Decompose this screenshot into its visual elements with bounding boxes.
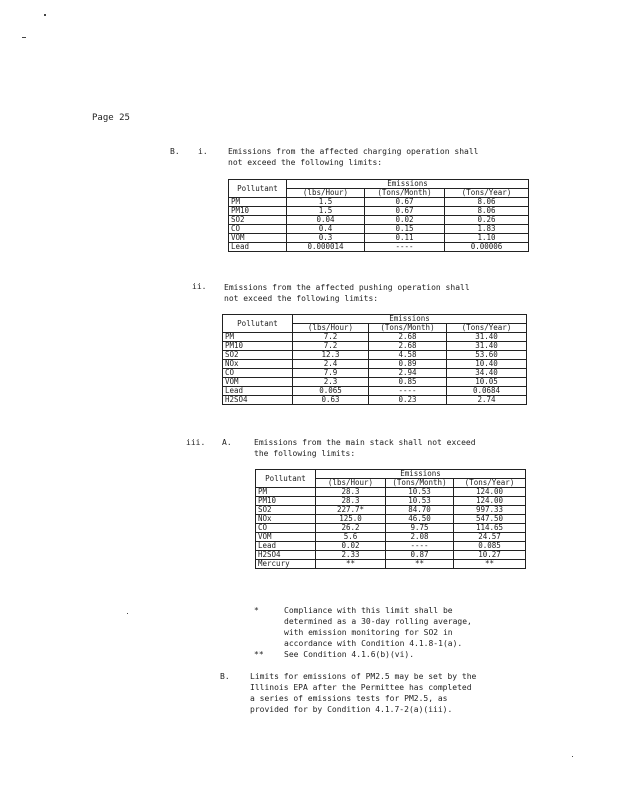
value-cell: 2.33	[316, 551, 386, 560]
value-cell: 46.50	[386, 515, 454, 524]
footnote-1-text	[284, 605, 472, 649]
value-cell: 10.40	[447, 360, 527, 369]
value-cell: 28.3	[316, 488, 386, 497]
value-cell: ----	[386, 542, 454, 551]
value-cell: 0.85	[369, 378, 447, 387]
scan-speck	[572, 756, 573, 757]
value-cell: 2.74	[447, 396, 527, 405]
pollutant-header: Pollutant	[223, 315, 293, 333]
pollutant-cell: Lead	[223, 387, 293, 396]
value-cell: **	[386, 560, 454, 569]
value-cell: 0.87	[386, 551, 454, 560]
value-cell: 1.83	[445, 225, 529, 234]
value-cell: 0.085	[454, 542, 526, 551]
col-tons-month: (Tons/Month)	[369, 324, 447, 333]
table-row	[223, 333, 527, 342]
item-i-text	[228, 146, 478, 168]
item-ii-label: ii.	[192, 282, 207, 291]
table-row	[229, 216, 529, 225]
footnote-1-line3: with emission monitoring for SO2 in	[284, 628, 453, 637]
page-header: Page 25	[92, 113, 130, 123]
item-ii-text-line1: Emissions from the affected pushing operation shall	[224, 283, 470, 292]
value-cell: 7.2	[293, 333, 369, 342]
value-cell: 0.04	[287, 216, 365, 225]
pollutant-cell: Mercury	[256, 560, 316, 569]
table-row	[256, 551, 526, 560]
pollutant-cell: CO	[256, 524, 316, 533]
table-row	[256, 533, 526, 542]
scan-speck	[127, 613, 128, 614]
pollutant-cell: VOM	[256, 533, 316, 542]
value-cell: 34.40	[447, 369, 527, 378]
pollutant-cell: PM10	[223, 342, 293, 351]
pollutant-cell: VOM	[223, 378, 293, 387]
value-cell: 26.2	[316, 524, 386, 533]
value-cell: 84.70	[386, 506, 454, 515]
value-cell: 10.53	[386, 497, 454, 506]
pollutant-cell: CO	[229, 225, 287, 234]
value-cell: 1.5	[287, 207, 365, 216]
value-cell: 2.4	[293, 360, 369, 369]
value-cell: 7.9	[293, 369, 369, 378]
pollutant-cell: Lead	[256, 542, 316, 551]
item-iii-a-text-line2: the following limits:	[254, 449, 356, 458]
table-main-stack-limits	[255, 469, 526, 569]
pollutant-header: Pollutant	[229, 180, 287, 198]
table-row	[223, 378, 527, 387]
value-cell: 547.50	[454, 515, 526, 524]
value-cell: 0.15	[365, 225, 445, 234]
footnote-2-text: See Condition 4.1.6(b)(vi).	[284, 650, 415, 659]
table-charging-limits	[228, 179, 529, 252]
item-iii-b-line2: Illinois EPA after the Permittee has completed	[250, 683, 472, 692]
table-row	[256, 506, 526, 515]
value-cell: 2.68	[369, 342, 447, 351]
item-i-text-line2: not exceed the following limits:	[228, 158, 383, 167]
emissions-header: Emissions	[287, 180, 529, 189]
table-row	[256, 524, 526, 533]
col-lbs-hour: (lbs/Hour)	[287, 189, 365, 198]
table-row	[256, 515, 526, 524]
pollutant-cell: NOx	[223, 360, 293, 369]
value-cell: 0.26	[445, 216, 529, 225]
item-iii-b-line3: a series of emissions tests for PM2.5, as	[250, 694, 448, 703]
pollutant-cell: SO2	[223, 351, 293, 360]
table-row	[256, 488, 526, 497]
value-cell: 10.27	[454, 551, 526, 560]
item-iii-a-text-line1: Emissions from the main stack shall not exceed	[254, 438, 476, 447]
table-pushing-limits	[222, 314, 527, 405]
value-cell: 8.06	[445, 207, 529, 216]
value-cell: 0.4	[287, 225, 365, 234]
table-row	[229, 207, 529, 216]
value-cell: 124.00	[454, 497, 526, 506]
scan-speck	[22, 37, 26, 38]
value-cell: **	[316, 560, 386, 569]
col-lbs-hour: (lbs/Hour)	[293, 324, 369, 333]
pollutant-cell: Lead	[229, 243, 287, 252]
value-cell: 53.60	[447, 351, 527, 360]
item-iii-b-line4: provided for by Condition 4.1.7-2(a)(iii).	[250, 705, 453, 714]
value-cell: 0.02	[365, 216, 445, 225]
emissions-header: Emissions	[316, 470, 526, 479]
item-i-text-line1: Emissions from the affected charging operation shall	[228, 147, 479, 156]
col-lbs-hour: (lbs/Hour)	[316, 479, 386, 488]
value-cell: 2.94	[369, 369, 447, 378]
value-cell: 31.40	[447, 342, 527, 351]
value-cell: ----	[369, 387, 447, 396]
value-cell: 0.63	[293, 396, 369, 405]
table-row	[223, 342, 527, 351]
value-cell: 0.0684	[447, 387, 527, 396]
table-row	[229, 198, 529, 207]
pollutant-cell: PM10	[229, 207, 287, 216]
item-ii-text-line2: not exceed the following limits:	[224, 294, 379, 303]
value-cell: 227.7*	[316, 506, 386, 515]
value-cell: 12.3	[293, 351, 369, 360]
value-cell: 0.00006	[445, 243, 529, 252]
table-row	[229, 234, 529, 243]
value-cell: 0.89	[369, 360, 447, 369]
table-row	[223, 369, 527, 378]
footnote-1-line4: accordance with Condition 4.1.8-1(a).	[284, 639, 463, 648]
item-ii-text	[224, 282, 470, 304]
table-row	[229, 225, 529, 234]
pollutant-cell: VOM	[229, 234, 287, 243]
value-cell: 2.68	[369, 333, 447, 342]
footnote-2-mark: **	[254, 650, 264, 659]
pollutant-cell: CO	[223, 369, 293, 378]
footnote-1-line1: Compliance with this limit shall be	[284, 606, 453, 615]
table-row	[223, 351, 527, 360]
pollutant-header: Pollutant	[256, 470, 316, 488]
pollutant-cell: H2SO4	[223, 396, 293, 405]
table-row	[256, 497, 526, 506]
value-cell: 0.67	[365, 207, 445, 216]
table-header-row	[223, 315, 527, 324]
item-iii-a-label: A.	[222, 438, 232, 447]
scan-speck	[44, 14, 46, 16]
table-header-row	[229, 180, 529, 189]
table-row	[223, 396, 527, 405]
value-cell: 5.6	[316, 533, 386, 542]
value-cell: 24.57	[454, 533, 526, 542]
value-cell: 4.58	[369, 351, 447, 360]
value-cell: 0.065	[293, 387, 369, 396]
value-cell: 114.65	[454, 524, 526, 533]
value-cell: 0.02	[316, 542, 386, 551]
value-cell: 125.0	[316, 515, 386, 524]
table-row	[223, 387, 527, 396]
table-row	[229, 243, 529, 252]
pollutant-cell: SO2	[256, 506, 316, 515]
value-cell: 997.33	[454, 506, 526, 515]
value-cell: 0.11	[365, 234, 445, 243]
item-iii-label: iii.	[186, 438, 206, 447]
pollutant-cell: PM	[256, 488, 316, 497]
pollutant-cell: H2SO4	[256, 551, 316, 560]
value-cell: 28.3	[316, 497, 386, 506]
col-tons-year: (Tons/Year)	[445, 189, 529, 198]
value-cell: 1.10	[445, 234, 529, 243]
value-cell: 0.3	[287, 234, 365, 243]
col-tons-month: (Tons/Month)	[365, 189, 445, 198]
pollutant-cell: SO2	[229, 216, 287, 225]
value-cell: 7.2	[293, 342, 369, 351]
item-iii-b-text	[250, 671, 476, 715]
emissions-header: Emissions	[293, 315, 527, 324]
value-cell: **	[454, 560, 526, 569]
value-cell: 10.05	[447, 378, 527, 387]
value-cell: 0.67	[365, 198, 445, 207]
table-header-row	[256, 470, 526, 479]
col-tons-year: (Tons/Year)	[454, 479, 526, 488]
value-cell: 124.00	[454, 488, 526, 497]
table-row	[256, 560, 526, 569]
footnote-1-mark: *	[254, 606, 259, 615]
value-cell: 10.53	[386, 488, 454, 497]
item-i-label: i.	[198, 147, 208, 156]
value-cell: ----	[365, 243, 445, 252]
value-cell: 1.5	[287, 198, 365, 207]
col-tons-month: (Tons/Month)	[386, 479, 454, 488]
value-cell: 0.23	[369, 396, 447, 405]
table-row	[223, 360, 527, 369]
pollutant-cell: PM	[229, 198, 287, 207]
section-b-label: B.	[170, 147, 180, 156]
item-iii-a-text	[254, 437, 476, 459]
table-row	[256, 542, 526, 551]
pollutant-cell: PM10	[256, 497, 316, 506]
pollutant-cell: NOx	[256, 515, 316, 524]
value-cell: 0.000014	[287, 243, 365, 252]
value-cell: 9.75	[386, 524, 454, 533]
footnote-1-line2: determined as a 30-day rolling average,	[284, 617, 472, 626]
value-cell: 2.08	[386, 533, 454, 542]
item-iii-b-line1: Limits for emissions of PM2.5 may be set by the	[250, 672, 477, 681]
pollutant-cell: PM	[223, 333, 293, 342]
col-tons-year: (Tons/Year)	[447, 324, 527, 333]
value-cell: 2.3	[293, 378, 369, 387]
value-cell: 31.40	[447, 333, 527, 342]
value-cell: 8.06	[445, 198, 529, 207]
item-iii-b-label: B.	[220, 672, 230, 681]
